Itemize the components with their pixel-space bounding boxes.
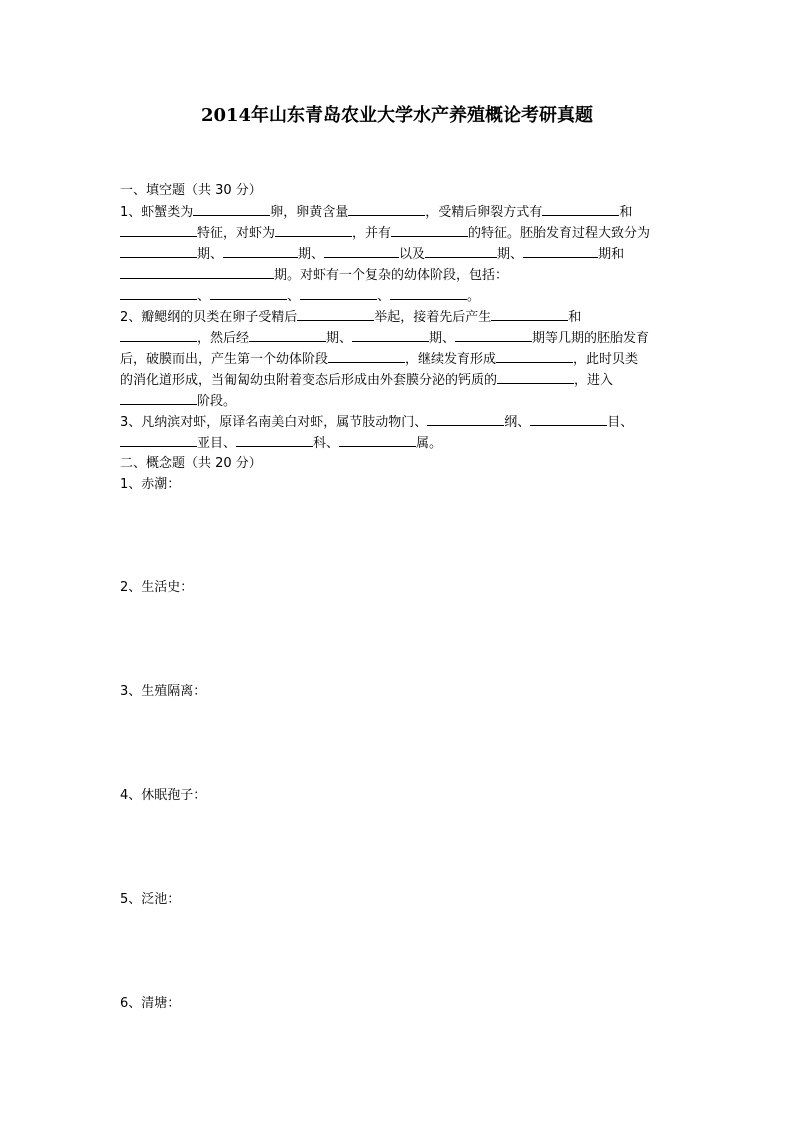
blank: [352, 328, 429, 342]
concept-item-3: 3、生殖隔离：: [120, 684, 207, 699]
blank: [427, 412, 504, 426]
concept-item-4: 4、休眠孢子：: [120, 788, 207, 803]
text: 和: [619, 205, 633, 220]
text: 亚目、: [197, 436, 237, 451]
q2-line1: [120, 307, 581, 328]
text: 举起，接着先后产生: [374, 310, 492, 325]
blank: [339, 433, 416, 447]
text: 、: [377, 289, 391, 304]
q1-line1: [120, 202, 632, 223]
text: 纲、: [504, 415, 531, 430]
q2-line4: [120, 370, 613, 391]
blank: [324, 244, 399, 258]
text: ，进入: [574, 373, 614, 388]
q1-line5: [120, 286, 480, 307]
text: 期、: [298, 247, 325, 262]
text: 期、: [497, 247, 524, 262]
blank: [120, 433, 197, 447]
blank: [223, 244, 298, 258]
blank: [328, 349, 405, 363]
blank: [300, 286, 377, 300]
text: ，此时贝类: [573, 352, 639, 367]
text: 的消化道形成，当匍匐幼虫附着变态后形成由外套膜分泌的钙质的: [120, 373, 498, 388]
blank: [523, 244, 598, 258]
q3-line2: [120, 433, 442, 454]
section1-heading: 一、填空题（共 30 分）: [120, 183, 262, 198]
text: 后，破膜而出，产生第一个幼体阶段: [120, 352, 329, 367]
blank: [390, 286, 467, 300]
page-title: 2014年山东青岛农业大学水产养殖概论考研真题: [200, 105, 594, 126]
blank: [193, 202, 270, 216]
text: 科、: [313, 436, 340, 451]
blank: [120, 265, 274, 279]
q1-line2: [120, 223, 650, 244]
text: 期和: [598, 247, 625, 262]
blank: [120, 328, 197, 342]
text: 、: [197, 289, 211, 304]
blank: [210, 286, 287, 300]
concept-item-1: 1、赤潮：: [120, 477, 181, 492]
text: 阶段。: [197, 394, 237, 409]
concept-item-5: 5、泛池：: [120, 892, 181, 907]
blank: [120, 286, 197, 300]
blank: [348, 202, 425, 216]
concept-item-6: 6、清塘：: [120, 996, 181, 1011]
q2-line2: [120, 328, 649, 349]
text: ，受精后卵裂方式有: [425, 205, 543, 220]
text: 、: [287, 289, 301, 304]
text: 目、: [607, 415, 634, 430]
blank: [391, 223, 468, 237]
blank: [275, 223, 352, 237]
text: 属。: [416, 436, 443, 451]
blank: [542, 202, 619, 216]
blank: [491, 307, 568, 321]
text: 和: [568, 310, 582, 325]
text: 2、瓣鳃纲的贝类在卵子受精后: [120, 310, 298, 325]
q3-line1: [120, 412, 633, 433]
text: 期等几期的胚胎发育: [532, 331, 650, 346]
concept-item-2: 2、生活史：: [120, 580, 194, 595]
blank: [120, 244, 197, 258]
blank: [497, 370, 574, 384]
text: 期。对虾有一个复杂的幼体阶段，包括：: [274, 268, 509, 283]
text: ，并有: [352, 226, 392, 241]
blank: [455, 328, 532, 342]
q2-line5: [120, 391, 236, 412]
text: ，继续发育形成: [405, 352, 497, 367]
text: 期、: [197, 247, 224, 262]
text: 以及: [399, 247, 426, 262]
blank: [530, 412, 607, 426]
text: 1、虾蟹类为: [120, 205, 194, 220]
text: 期、: [326, 331, 353, 346]
text: ，然后经: [197, 331, 250, 346]
blank: [496, 349, 573, 363]
text: 特征，对虾为: [197, 226, 276, 241]
blank: [236, 433, 313, 447]
q2-line3: [120, 349, 638, 370]
blank: [120, 223, 197, 237]
blank: [249, 328, 326, 342]
q1-line3: [120, 244, 624, 265]
blank: [120, 391, 197, 405]
q1-line4: [120, 265, 508, 286]
text: 的特征。胚胎发育过程大致分为: [468, 226, 651, 241]
text: 卵，卵黄含量: [270, 205, 349, 220]
blank: [297, 307, 374, 321]
blank: [425, 244, 497, 258]
text: 。: [467, 289, 481, 304]
text: 期、: [429, 331, 456, 346]
text: 3、凡纳滨对虾，原译名南美白对虾，属节肢动物门、: [120, 415, 428, 430]
section2-heading: 二、概念题（共 20 分）: [120, 456, 262, 471]
